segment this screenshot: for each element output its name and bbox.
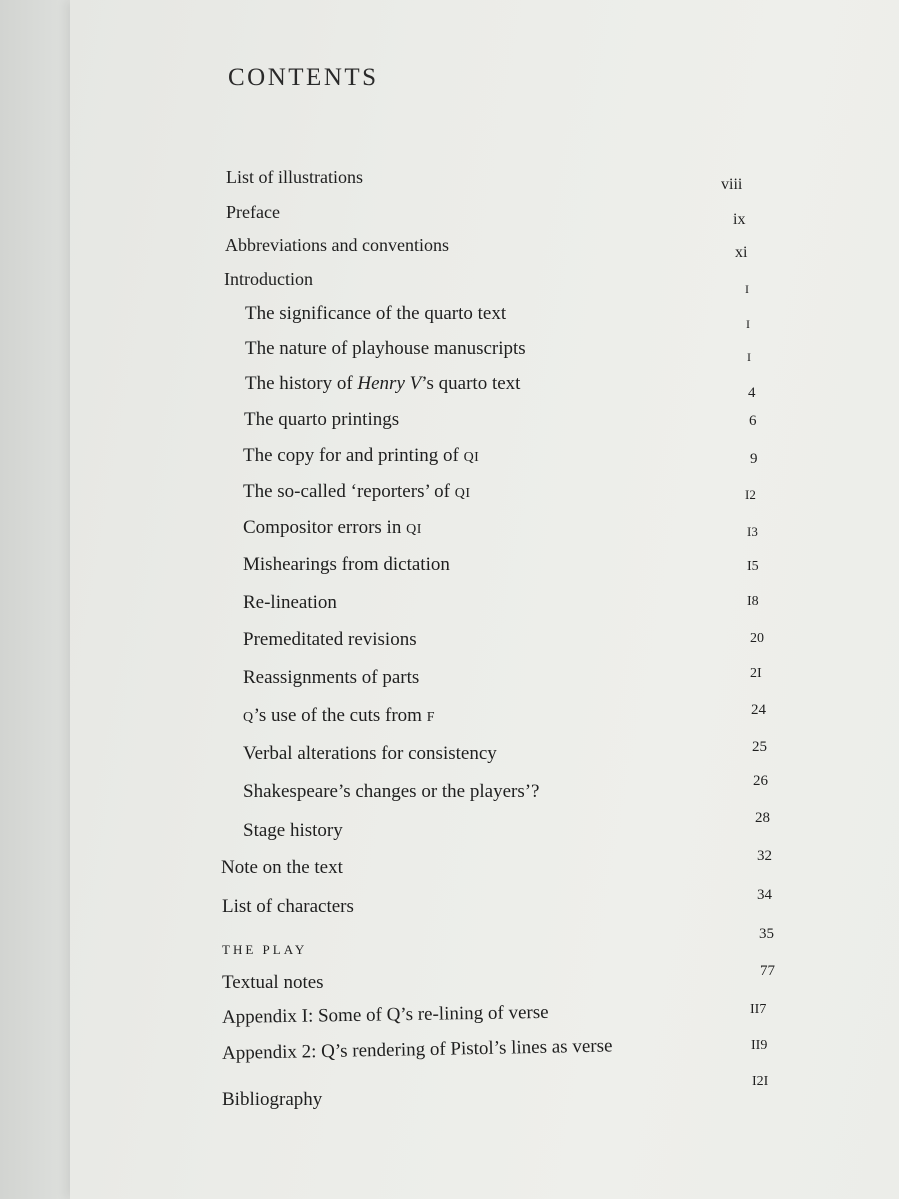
toc-entry-label-smallcaps: QI [463, 450, 480, 465]
toc-entry-label: Shakespeare’s changes or the players’? [243, 781, 540, 802]
toc-entry-label-start: The copy for and printing of [243, 445, 464, 466]
toc-entry-label-smallcaps: Q [243, 710, 254, 725]
toc-entry-label: Reassignments of parts [243, 667, 420, 688]
toc-page-number: 4 [748, 385, 756, 401]
toc-entry-page [747, 348, 751, 366]
toc-entry [222, 896, 354, 918]
toc-page-number: 34 [757, 887, 772, 903]
toc-entry-page [751, 1036, 767, 1054]
toc-entry-label: Appendix I: Some of Q’s re-lining of verse [221, 1001, 549, 1028]
toc-entry [222, 941, 307, 959]
toc-entry-label: THE PLAY [222, 942, 308, 957]
toc-entry [244, 409, 399, 431]
toc-entry [243, 481, 471, 503]
toc-entry-page [757, 847, 772, 865]
toc-entry [243, 781, 540, 803]
toc-entry-label-smallcaps: F [426, 710, 435, 725]
toc-entry [225, 235, 449, 256]
toc-entry-label: List of illustrations [226, 167, 363, 187]
toc-page-number: 25 [752, 739, 767, 755]
toc-entry [245, 338, 526, 360]
toc-page-number: 2I [750, 666, 762, 681]
toc-entry-page [759, 925, 774, 943]
toc-entry-page [748, 384, 756, 402]
toc-entry-label-start: Compositor errors in [243, 517, 407, 538]
toc-entry-page [753, 772, 768, 790]
toc-entry-page [760, 962, 775, 980]
toc-entry-page [757, 886, 772, 904]
toc-entry [243, 743, 497, 765]
toc-entry [221, 857, 343, 879]
toc-entry-page [750, 1000, 766, 1018]
toc-entry-page [750, 664, 762, 682]
toc-page-number: I3 [747, 524, 758, 539]
toc-entry [222, 972, 324, 994]
toc-page-number: 77 [760, 963, 775, 979]
toc-entry-label: Stage history [243, 820, 343, 841]
toc-page-number: II9 [751, 1038, 768, 1053]
toc-entry-label-smallcaps: QI [406, 522, 422, 537]
toc-entry [222, 1089, 322, 1111]
toc-entry-label: Premeditated revisions [243, 629, 417, 650]
toc-entry-label-start: The history of [245, 373, 358, 394]
toc-page-number: I [745, 282, 749, 296]
toc-page-number: xi [735, 244, 748, 261]
toc-entry-label: Introduction [224, 269, 313, 289]
toc-entry-label: Note on the text [221, 857, 343, 878]
toc-entry-label-italic: Henry V [357, 373, 422, 394]
toc-entry [243, 445, 479, 467]
toc-entry [243, 592, 337, 614]
toc-entry-page [749, 412, 757, 430]
toc-page-number: 26 [753, 773, 768, 789]
toc-page-number: 20 [750, 631, 764, 646]
toc-entry [245, 303, 506, 325]
toc-entry-page [752, 1072, 768, 1090]
toc-entry-label-start: The so-called ‘reporters’ of [243, 481, 455, 502]
toc-entry-page [747, 523, 758, 541]
toc-page-number: 35 [759, 926, 774, 942]
toc-entry-label: List of characters [222, 896, 354, 917]
toc-entry-label: The nature of playhouse manuscripts [245, 338, 526, 359]
toc-entry [243, 554, 450, 576]
toc-entry-page [721, 176, 742, 194]
page-title: CONTENTS [228, 64, 379, 91]
toc-page-number: 6 [749, 413, 757, 429]
toc-entry-page [747, 557, 759, 575]
toc-page-number: I2 [745, 487, 756, 502]
toc-entry [226, 202, 280, 223]
toc-page-number: 32 [757, 848, 772, 864]
toc-page-number: I [747, 350, 751, 364]
toc-page-number: 24 [751, 702, 766, 718]
toc-page-number: I5 [747, 559, 759, 574]
toc-entry-label-middle: ’s use of the cuts from [253, 705, 427, 726]
toc-page-number: I8 [747, 594, 759, 609]
toc-entry-page [746, 315, 750, 333]
toc-entry-label: Mishearings from dictation [243, 554, 450, 575]
toc-entry-page [745, 486, 756, 504]
toc-entry-label: Abbreviations and conventions [225, 235, 449, 255]
toc-entry [243, 517, 422, 539]
toc-entry-label-smallcaps: QI [454, 486, 471, 501]
toc-page-number: 28 [755, 810, 770, 826]
toc-entry [243, 705, 435, 727]
toc-page-number: I2I [752, 1074, 769, 1089]
toc-entry [243, 820, 343, 842]
toc-entry-page [750, 450, 758, 468]
toc-page-number: viii [721, 176, 743, 193]
toc-page-number: I [746, 317, 750, 331]
toc-entry-label: Appendix 2: Q’s rendering of Pistol’s lines as verse [221, 1035, 613, 1064]
toc-entry-page [751, 701, 766, 719]
toc-page-number: II7 [750, 1002, 767, 1017]
toc-entry-page [733, 211, 745, 229]
toc-entry-page [747, 592, 759, 610]
toc-entry-label: Textual notes [222, 972, 324, 993]
toc-page-number: 9 [750, 451, 758, 467]
toc-entry-page [752, 738, 767, 756]
toc-entry-label: The significance of the quarto text [245, 303, 507, 324]
toc-entry [245, 373, 520, 395]
toc-entry-label: Preface [226, 202, 280, 222]
toc-page-number: ix [733, 211, 746, 228]
toc-entry [243, 629, 417, 651]
toc-entry-label-end: ’s quarto text [421, 373, 521, 394]
toc-entry-page [750, 629, 764, 647]
toc-entry [243, 667, 419, 689]
toc-entry-label: Bibliography [222, 1089, 323, 1110]
toc-entry-label: Verbal alterations for consistency [243, 743, 497, 764]
toc-entry [224, 269, 313, 290]
toc-entry-label: The quarto printings [244, 409, 400, 430]
toc-entry-page [735, 244, 747, 262]
toc-entry-page [745, 280, 749, 298]
toc-entry-page [755, 809, 770, 827]
toc-entry-label: Re-lineation [243, 592, 337, 613]
toc-entry [226, 167, 363, 188]
